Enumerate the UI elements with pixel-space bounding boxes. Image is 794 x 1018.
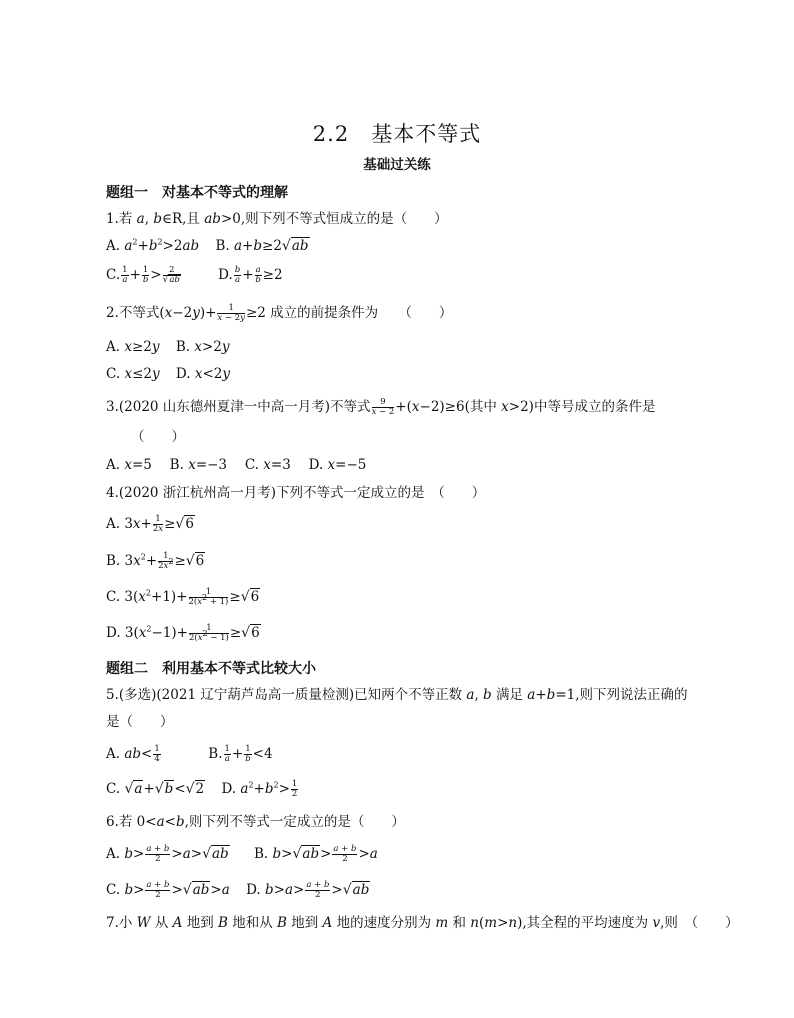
group-heading-1: 题组一 对基本不等式的理解	[106, 185, 288, 201]
q5-option-b: B. $\frac{1}{a}$ + $\frac{1}{b}$ <4	[208, 744, 273, 764]
question-1-options-ab	[106, 237, 310, 255]
q3-option-c: C. x=3	[244, 457, 291, 473]
q2-option-b: B. x>2y	[175, 339, 230, 355]
q1-option-d: D. $\frac{b}{a}$ + $\frac{a}{b}$ ≥2	[218, 265, 283, 285]
question-1-stem: 1.若 a, b∈R,且 ab>0,则下列不等式恒成立的是（ ）	[106, 211, 448, 227]
question-6-options-cd	[106, 881, 370, 900]
question-4-stem: 4.(2020 浙江杭州高一月考)下列不等式一定成立的是 （ ）	[106, 485, 486, 501]
question-6-stem: 6.若 0<a<b,则下列不等式一定成立的是（ ）	[106, 814, 405, 830]
question-3-blank: （ ）	[131, 429, 185, 445]
q1-option-c: C. $\frac{1}{a}$ + $\frac{1}{b}$ > $\frac{2}{√ab}$	[106, 265, 180, 285]
q6-option-d: D. b>a> $\frac{a + b}{2}$ >√ab	[246, 880, 370, 900]
q4-option-d: D. $3(x^2-1)+$ $\frac{1}{2(x^2 - 1)}$ ≥√6	[106, 623, 260, 643]
question-1-options-cd	[106, 266, 283, 285]
q5-option-c: C. √a+√b<√2	[106, 781, 205, 797]
q4-option-a: A. 3x+ $\frac{1}{2x}$ ≥√6	[106, 514, 194, 534]
q3-option-a: A. x=5	[106, 457, 152, 473]
q2-option-c: C. x≤2y	[106, 366, 160, 382]
q4-option-c: C. $3(x^2+1)+$ $\frac{1}{2(x^2 + 1)}$ ≥√6	[106, 587, 260, 607]
q1-option-a: A. $a^2+b^2>2ab$	[106, 237, 200, 254]
q2-option-d: D. x<2y	[175, 366, 231, 382]
question-3-options	[106, 456, 366, 474]
q3-option-d: D. x=−5	[308, 457, 367, 473]
q3-option-b: B. x=−3	[169, 457, 228, 473]
q1-option-b: B. a+b≥2√ab	[215, 238, 309, 254]
q2-option-a: A. x≥2y	[106, 339, 160, 355]
q6-option-b: B. b>√ab> $\frac{a + b}{2}$ >a	[253, 844, 378, 864]
question-5-stem-cont: 是（ ）	[106, 714, 174, 730]
q6-option-a: A. b> $\frac{a + b}{2}$ >a>√ab	[106, 844, 229, 864]
page-title: 2.2 基本不等式	[312, 122, 482, 146]
group-heading-2: 题组二 利用基本不等式比较大小	[106, 661, 316, 677]
question-5-stem: 5.(多选)(2021 辽宁葫芦岛高一质量检测)已知两个不等正数 a, b 满足 a+b=1,则下列说法正确的	[106, 687, 688, 703]
question-2-options-cd	[106, 365, 230, 383]
q4-option-b: B. $3x^2+$ $\frac{1}{2x^2}$ ≥√6	[106, 551, 205, 571]
question-2-stem: 2.不等式(x−2y)+ $\frac{1}{x - 2y}$ ≥2 成立的前提条件为 （ ）	[106, 303, 453, 323]
section-subtitle: 基础过关练	[363, 157, 431, 173]
q6-option-c: C. b> $\frac{a + b}{2}$ >√ab>a	[106, 880, 230, 900]
q5-option-d: D. $a^2+b^2>$ $\frac{1}{2}$	[221, 779, 298, 799]
q5-option-a: A. ab< $\frac{1}{4}$	[106, 744, 160, 764]
question-2-options-ab	[106, 338, 230, 356]
question-5-options-ab	[106, 745, 273, 764]
question-3-stem: 3.(2020 山东德州夏津一中高一月考)不等式 $\frac{9}{x - 2}$ +(x−2)≥6(其中 x>2)中等号成立的条件是	[106, 397, 656, 417]
question-6-options-ab	[106, 845, 378, 864]
question-7-stem: 7.小 W 从 A 地到 B 地和从 B 地到 A 地的速度分别为 m 和 n(m>n),其全程的平均速度为 v,则 （ ）	[106, 915, 739, 931]
question-5-options-cd	[106, 780, 299, 799]
